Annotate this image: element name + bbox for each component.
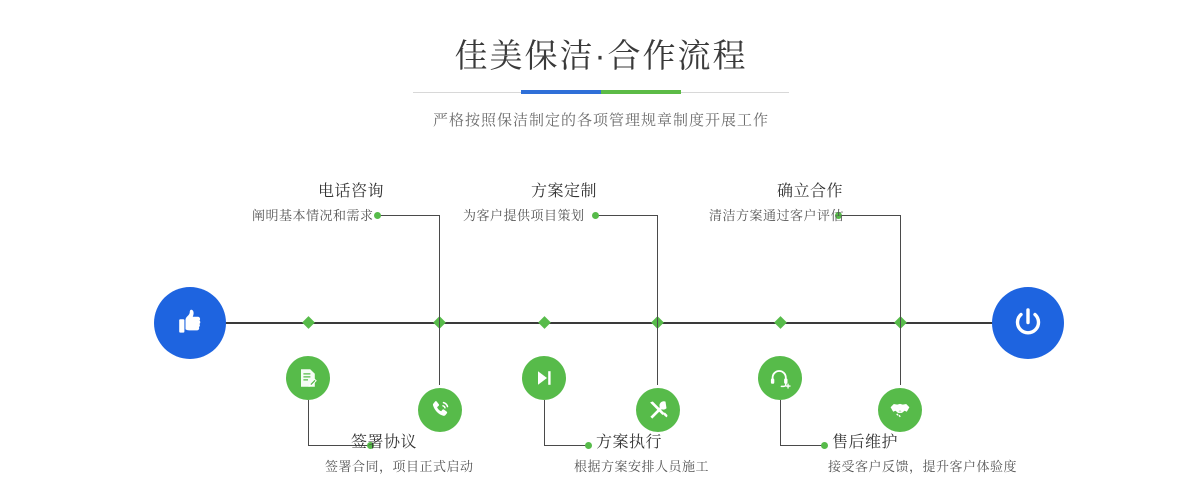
thumbs-up-icon: [172, 305, 208, 341]
connector-3-vertical: [657, 215, 658, 385]
step-label-3: [463, 181, 597, 226]
connector-dot-4: [585, 442, 592, 449]
connector-4-horizontal: [544, 445, 588, 446]
divider-green-segment: [601, 90, 681, 94]
step-title-1: 电话咨询: [318, 183, 385, 200]
step-desc-4: 根据方案安排人员施工: [574, 459, 710, 474]
step-label-2: [325, 432, 474, 477]
axis-marker-6: [774, 316, 787, 329]
timeline-start-node: [154, 287, 226, 359]
step-node-5: [878, 388, 922, 432]
divider-blue-segment: [521, 90, 601, 94]
step-title-4: 方案执行: [596, 434, 663, 451]
timeline: [0, 155, 1202, 502]
connector-2-vertical: [308, 400, 309, 445]
handshake-icon: [888, 398, 912, 422]
step-title-2: 签署协议: [351, 434, 418, 451]
play-forward-icon: [532, 366, 556, 390]
power-icon: [1009, 304, 1047, 342]
axis-marker-2: [302, 316, 315, 329]
step-node-4: [522, 356, 566, 400]
connector-6-horizontal: [780, 445, 824, 446]
step-label-1: [252, 181, 384, 226]
axis-marker-4: [538, 316, 551, 329]
step-label-6: [828, 432, 1018, 477]
step-desc-3: 为客户提供项目策划: [463, 208, 585, 223]
connector-5-vertical: [900, 215, 901, 385]
phone-call-icon: [428, 398, 452, 422]
step-title-6: 售后维护: [832, 434, 899, 451]
step-node-1: [418, 388, 462, 432]
header: [0, 34, 1202, 130]
timeline-end-node: [992, 287, 1064, 359]
step-desc-1: 阐明基本情况和需求: [252, 208, 374, 223]
step-label-5: [709, 181, 844, 226]
page-subtitle: 严格按照保洁制定的各项管理规章制度开展工作: [432, 112, 769, 129]
step-node-3: [636, 388, 680, 432]
step-desc-2: 签署合同，项目正式启动: [325, 459, 474, 474]
connector-1-vertical: [439, 215, 440, 385]
step-desc-6: 接受客户反馈，提升客户体验度: [828, 459, 1018, 474]
step-title-5: 确立合作: [777, 183, 844, 200]
step-title-3: 方案定制: [531, 183, 598, 200]
step-desc-5: 清洁方案通过客户评估: [709, 208, 845, 223]
headset-support-icon: [768, 366, 792, 390]
connector-5-horizontal: [839, 215, 901, 216]
connector-1-horizontal: [378, 215, 440, 216]
tools-icon: [646, 398, 670, 422]
connector-6-vertical: [780, 400, 781, 445]
connector-4-vertical: [544, 400, 545, 445]
connector-dot-6: [821, 442, 828, 449]
document-edit-icon: [296, 366, 320, 390]
step-node-6: [758, 356, 802, 400]
page-title: 佳美保洁·合作流程: [454, 37, 748, 74]
step-label-4: [574, 432, 710, 477]
title-divider: [413, 90, 789, 95]
connector-3-horizontal: [596, 215, 658, 216]
step-node-2: [286, 356, 330, 400]
